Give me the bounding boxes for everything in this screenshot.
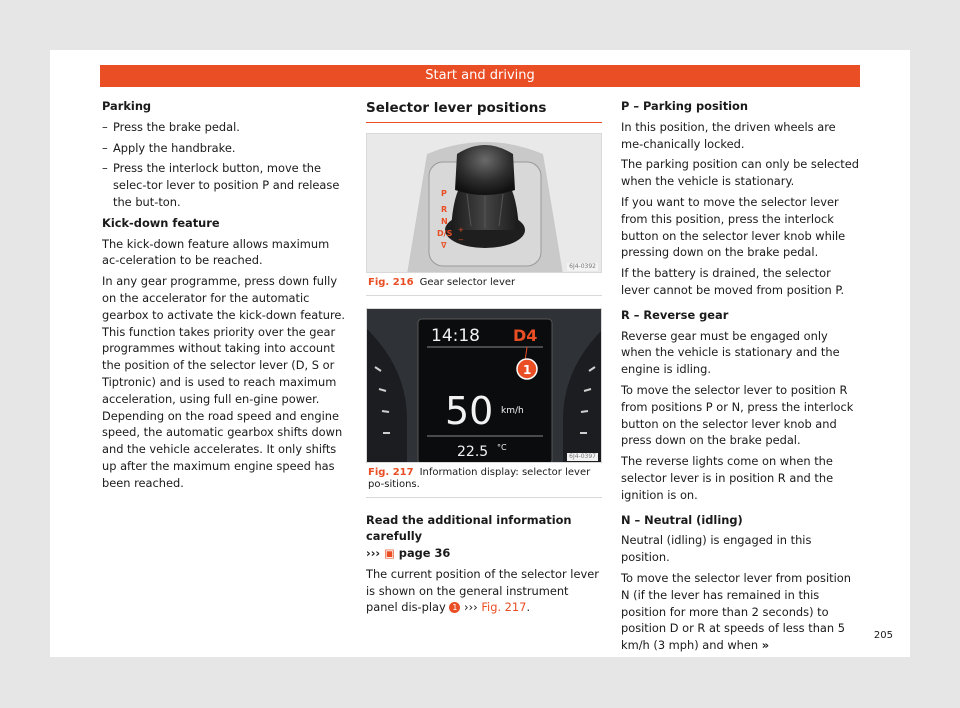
gate-label-n: N [441, 217, 448, 226]
figure-217-caption [366, 463, 602, 498]
parking-step: – Press the interlock button, move the selec-tor lever to position P and release the but-ton. [102, 161, 340, 209]
display-temp: 22.5 [457, 443, 489, 460]
warning-book-icon: ▣ [384, 546, 395, 561]
column-middle [366, 98, 602, 620]
p-position-text: The parking position can only be selected when the vehicle is stationary. [621, 157, 860, 189]
display-speed-unit: km/h [501, 405, 524, 416]
display-temp-unit: °C [497, 442, 507, 452]
section-title: Selector lever positions [366, 98, 602, 123]
figure-caption-text: Information display: selector lever po-sitions. [368, 466, 591, 490]
gate-label-tiptronic: ∇ [441, 241, 447, 250]
r-position-text: Reverse gear must be engaged only when the vehicle is stationary and the engine is idling. [621, 328, 840, 377]
display-callout: 1 [523, 362, 532, 377]
p-position-text: If you want to move the selector lever from this position, press the interlock button on the selector lever knob while pressing down on the brake pedal. [621, 194, 846, 260]
kickdown-heading: Kick-down feature [102, 215, 220, 230]
manual-page [50, 50, 910, 657]
display-paragraph: The current position of the selector lever is shown on the general instrument panel dis-play 1 ››› Fig. 217. [366, 566, 599, 615]
r-position-text: To move the selector lever to position R from positions P or N, press the interlock button on the selector lever knob and press down on the brake pedal. [621, 382, 854, 448]
column-right [621, 98, 861, 658]
figure-caption-text: Gear selector lever [419, 277, 516, 288]
r-position-heading: R – Reverse gear [621, 307, 729, 322]
display-time: 14:18 [431, 325, 480, 346]
gate-minus: − [458, 236, 464, 244]
kickdown-paragraph: In any gear programme, press down fully on the accelerator for the automatic gearbox to activate the kick-down feature. This function takes priority over the gear programmes without taking into account the position of the selector lever (D, S or Tiptronic) and is used to reach maximum acceleration, using full en-gine power. Depending on the road speed and engine speed, the automatic gearbox shifts down and the vehicle accelerates. It only shifts up after the maximum engine speed has been reached. [102, 274, 346, 490]
parking-step: – Press the brake pedal. [102, 119, 240, 134]
callout-1: 1 [449, 602, 460, 613]
n-position-heading: N – Neutral (idling) [621, 512, 743, 527]
link-arrows: ››› [366, 546, 381, 561]
figure-216-image [366, 133, 602, 273]
page-ref-link[interactable]: page 36 [398, 546, 451, 561]
parking-heading: Parking [102, 99, 152, 113]
gate-label-r: R [441, 205, 448, 214]
gate-label-p: P [441, 189, 447, 198]
p-position-text: If the battery is drained, the selector lever cannot be moved from position P. [621, 266, 845, 297]
figure-number: Fig. 216 [368, 277, 414, 288]
n-position-text: Neutral (idling) is engaged in this position. [621, 533, 812, 565]
gate-plus: + [458, 226, 464, 234]
read-info-heading: Read the additional information carefully ››› ▣ page 36 [366, 512, 572, 561]
chapter-header: Start and driving [100, 65, 860, 87]
p-position-heading: P – Parking position [621, 99, 748, 113]
link-arrows: ››› [464, 600, 478, 615]
continue-mark: » [761, 638, 770, 653]
figure-216-caption [366, 273, 602, 296]
display-gear: D4 [513, 325, 538, 345]
column-left [102, 98, 346, 496]
figure-number: Fig. 217 [368, 466, 414, 478]
page-number: 205 [873, 630, 893, 641]
figure-code: 6J4-0397 [569, 452, 596, 460]
gate-label-ds: D/S [437, 229, 453, 238]
display-speed: 50 [445, 388, 494, 433]
r-position-text: The reverse lights come on when the selector lever is in position R and the ignition is on. [621, 454, 834, 502]
figure-217-image [366, 308, 602, 463]
fig-ref-link[interactable]: Fig. 217 [481, 600, 527, 615]
kickdown-paragraph: The kick-down feature allows maximum ac-celeration to be reached. [102, 236, 330, 268]
figure-code: 6J4-0392 [569, 263, 596, 270]
parking-step: – Apply the handbrake. [102, 140, 236, 155]
gear-selector-illustration [367, 134, 602, 273]
p-position-text: In this position, the driven wheels are me-chanically locked. [621, 119, 836, 151]
n-position-text: To move the selector lever from position N (if the lever has remained in this position for more than 2 seconds) to position D or R at speeds of less than 5 km/h (3 mph) and when » [621, 570, 851, 653]
instrument-display-illustration [367, 309, 602, 463]
